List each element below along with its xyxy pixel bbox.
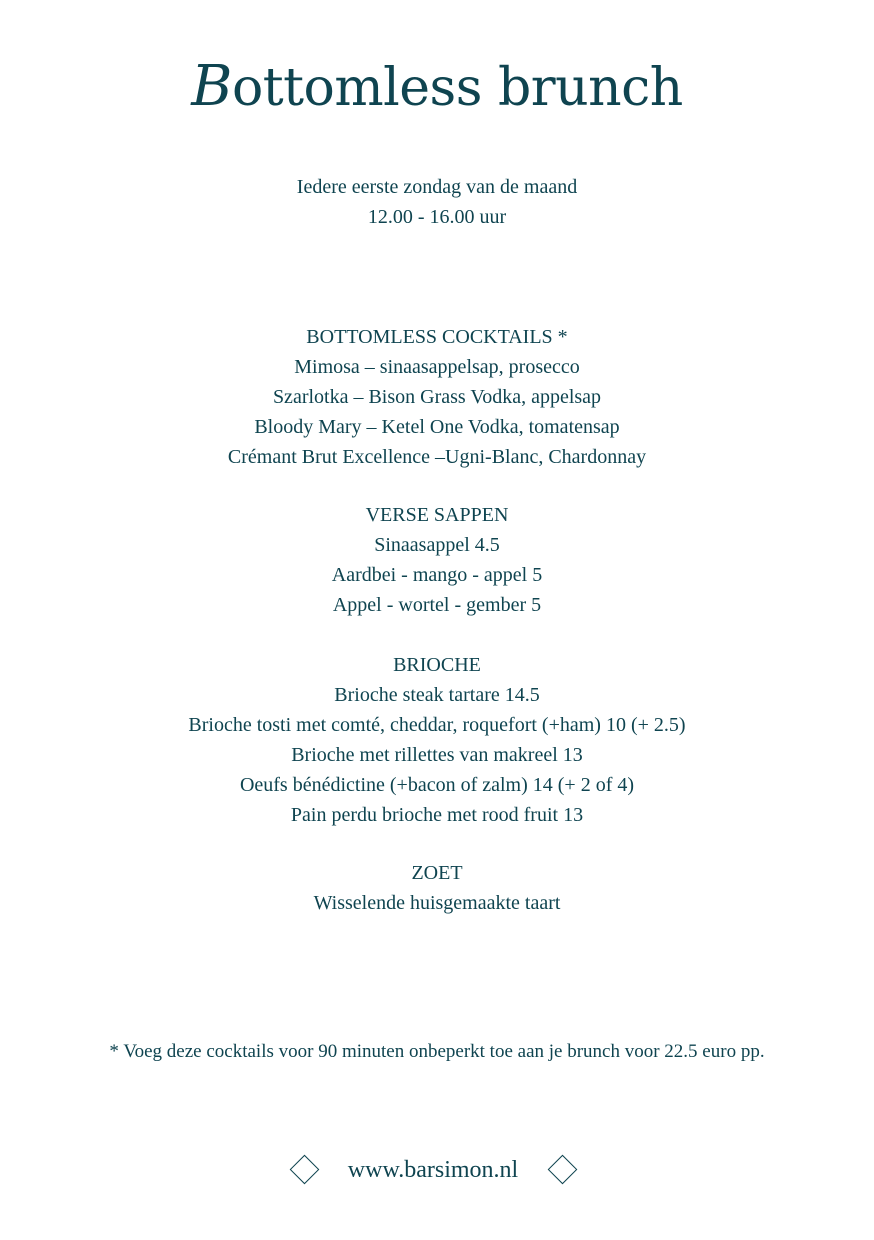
- section-heading: ZOET: [411, 862, 463, 884]
- section-bottomless-cocktails: [0, 322, 874, 472]
- diamond-outline-icon: [548, 1155, 578, 1185]
- menu-item: Brioche tosti met comté, cheddar, roquefort (+ham) 10 (+ 2.5): [188, 714, 686, 736]
- title-initial: B: [191, 54, 232, 119]
- menu-item: Szarlotka – Bison Grass Vodka, appelsap: [272, 386, 602, 408]
- menu-item: Mimosa – sinaasappelsap, prosecco: [294, 356, 580, 378]
- menu-item: Oeufs bénédictine (+bacon of zalm) 14 (+ 2 of 4): [239, 774, 635, 796]
- diamond-outline-icon: [290, 1155, 320, 1185]
- menu-item: Sinaasappel 4.5: [374, 534, 500, 556]
- menu-item: Brioche met rillettes van makreel 13: [291, 744, 583, 766]
- menu-item: Wisselende huisgemaakte taart: [313, 892, 561, 914]
- schedule-day: Iedere eerste zondag van de maand: [296, 176, 578, 198]
- section-zoet: [0, 858, 874, 918]
- menu-item: Appel - wortel - gember 5: [332, 594, 542, 616]
- menu-item: Aardbei - mango - appel 5: [331, 564, 543, 586]
- menu-item: Pain perdu brioche met rood fruit 13: [290, 804, 584, 826]
- page-title: [0, 52, 874, 123]
- menu-item: Bloody Mary – Ketel One Vodka, tomatensap: [254, 416, 620, 438]
- section-verse-sappen: [0, 500, 874, 620]
- footer: [0, 1150, 874, 1190]
- schedule-info: [0, 172, 874, 232]
- section-heading: VERSE SAPPEN: [365, 504, 509, 526]
- section-heading: BRIOCHE: [393, 654, 481, 676]
- schedule-time: 12.00 - 16.00 uur: [367, 206, 507, 228]
- footnote: * Voeg deze cocktails voor 90 minuten onbeperkt toe aan je brunch voor 22.5 euro pp.: [109, 1041, 765, 1062]
- website-link[interactable]: www.barsimon.nl: [347, 1157, 519, 1183]
- section-brioche: [0, 650, 874, 830]
- menu-item: Brioche steak tartare 14.5: [334, 684, 540, 706]
- section-heading: BOTTOMLESS COCKTAILS *: [306, 326, 568, 348]
- menu-item: Crémant Brut Excellence –Ugni-Blanc, Chardonnay: [227, 446, 647, 468]
- title-rest: ottomless brunch: [231, 58, 683, 118]
